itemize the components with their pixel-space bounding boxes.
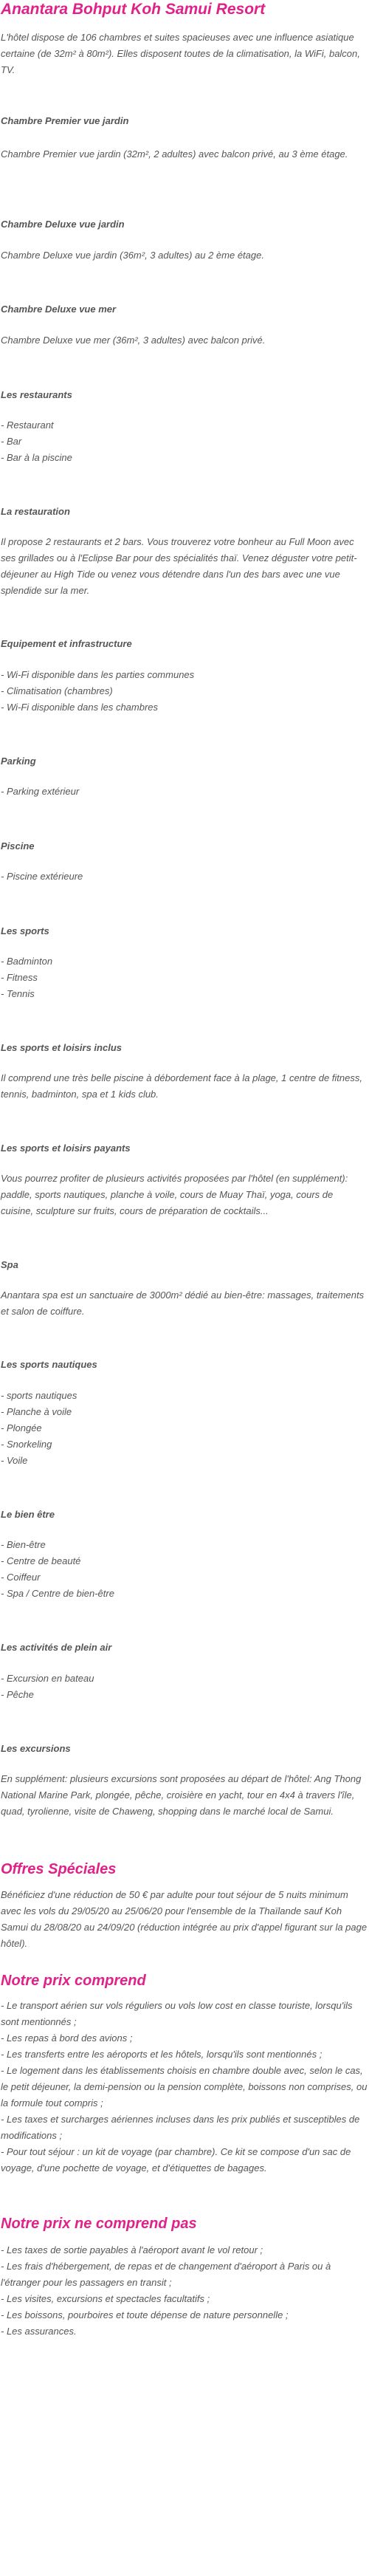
list-item: - Les visites, excursions et spectacles facultatifs ; (1, 2293, 210, 2304)
plein-air-list (1, 1671, 368, 1703)
section-text-spa: Anantara spa est un sanctuaire de 3000m² dédié au bien-être: massages, traitements et salon de coiffure. (1, 1289, 365, 1317)
list-item: - Coiffeur (1, 1572, 41, 1583)
list-item: - Restaurant (1, 419, 54, 431)
list-item: - Badminton (1, 956, 53, 967)
section-text-excursions: En supplément: plusieurs excursions sont proposées au départ de l'hôtel: Ang Thong National Marine Park, plongée, pêche, croisière en yacht, tour en 4x4 à travers l'île, quad, tyrolienne, visite de Chaweng, shopping dans le marché local de Samui. (1, 1773, 362, 1817)
bien-etre-list (1, 1537, 368, 1602)
section-heading-deluxe-jardin: Chambre Deluxe vue jardin (1, 219, 125, 230)
list-item: - Bar (1, 436, 22, 447)
list-item: - Excursion en bateau (1, 1673, 94, 1684)
section-heading-parking: Parking (1, 756, 36, 767)
section-text-restauration: Il propose 2 restaurants et 2 bars. Vous trouverez votre bonheur au Full Moon avec ses grillades ou à l'Eclipse Bar pour des spécialités thaï. Venez déguster votre petit-déjeuner au High Tide ou venez vous détendre dans l'un des bars avec une vue splendide sur la mer. (1, 536, 357, 596)
list-item: - Pour tout séjour : un kit de voyage (par chambre). Ce kit se compose d'un sac de voyage, d'une pochette de voyage, et d'étiquettes de bagages. (1, 2146, 351, 2174)
list-item: - Les taxes et surcharges aériennes incluses dans les prix publiés et susceptibles de modifications ; (1, 2114, 360, 2141)
piscine-list (1, 869, 368, 885)
section-text-sports-inclus: Il comprend une très belle piscine à débordement face à la plage, 1 centre de fitness, tennis, badminton, spa et 1 kids club. (1, 1072, 362, 1100)
section-heading-sports-nautiques: Les sports nautiques (1, 1359, 97, 1370)
section-heading-premier-jardin: Chambre Premier vue jardin (1, 115, 129, 126)
list-item: - Le logement dans les établissements choisis en chambre double avec, selon le cas, le petit déjeuner, la demi-pension ou la pension complète, boissons non comprises, ou la formule tout compris ; (1, 2065, 368, 2109)
section-heading-equipement: Equipement et infrastructure (1, 638, 132, 649)
section-heading-bien-etre: Le bien être (1, 1509, 55, 1520)
list-item: - sports nautiques (1, 1390, 77, 1401)
list-item: - Les frais d'hébergement, de repas et de changement d'aéroport à Paris ou à l'étranger pour les passagers en transit ; (1, 2261, 331, 2288)
list-item: - Wi-Fi disponible dans les parties communes (1, 669, 195, 680)
list-item: - Les taxes de sortie payables à l'aéroport avant le vol retour ; (1, 2244, 263, 2255)
offers-heading: Offres Spéciales (1, 1861, 117, 1877)
page-title: Anantara Bohput Koh Samui Resort (1, 1, 266, 18)
list-item: - Les repas à bord des avions ; (1, 2032, 133, 2044)
section-heading-spa: Spa (1, 1259, 18, 1270)
restaurants-list (1, 417, 368, 466)
equipement-list (1, 667, 368, 716)
section-heading-restauration: La restauration (1, 506, 70, 517)
includes-heading: Notre prix comprend (1, 1973, 146, 1989)
section-text-deluxe-jardin: Chambre Deluxe vue jardin (36m², 3 adultes) au 2 ème étage. (1, 250, 264, 261)
sports-nautiques-list (1, 1388, 368, 1469)
section-heading-restaurants: Les restaurants (1, 389, 72, 400)
list-item: - Les assurances. (1, 2326, 77, 2337)
section-heading-sports-inclus: Les sports et loisirs inclus (1, 1042, 122, 1053)
section-text-deluxe-mer: Chambre Deluxe vue mer (36m², 3 adultes) avec balcon privé. (1, 335, 266, 346)
section-text-sports-payants: Vous pourrez profiter de plusieurs activités proposées par l'hôtel (en supplément): paddle, sports nautiques, planche à voile, cours de Muay Thaï, yoga, cours de cuisine, sculpture sur fruits, cours de préparation de cocktails... (1, 1173, 348, 1216)
list-item: - Le transport aérien sur vols réguliers ou vols low cost en classe touriste, lorsqu'ils sont mentionnés ; (1, 2000, 353, 2027)
list-item: - Les transferts entre les aéroports et les hôtels, lorsqu'ils sont mentionnés ; (1, 2049, 323, 2060)
list-item: - Spa / Centre de bien-être (1, 1588, 114, 1599)
parking-list (1, 784, 368, 800)
hotel-intro: L'hôtel dispose de 106 chambres et suites spacieuses avec une influence asiatique certaine (de 32m² à 80m²). Elles disposent toutes de la climatisation, la WiFi, balcon, TV. (1, 32, 360, 75)
list-item: - Plongée (1, 1422, 42, 1433)
sports-list (1, 953, 368, 1002)
excludes-list (1, 2242, 368, 2340)
list-item: - Pêche (1, 1689, 34, 1700)
list-item: - Wi-Fi disponible dans les chambres (1, 702, 159, 713)
list-item: - Climatisation (chambres) (1, 685, 113, 696)
offers-text: Bénéficiez d'une réduction de 50 € par adulte pour tout séjour de 5 nuits minimum avec les vols du 29/05/20 au 25/06/20 pour l'ensemble de la Thaïlande sauf Koh Samui du 28/08/20 au 24/09/20 (réduction intégrée au prix d'appel figurant sur la page hôtel). (1, 1889, 368, 1949)
list-item: - Parking extérieur (1, 786, 80, 797)
list-item: - Centre de beauté (1, 1555, 81, 1566)
list-item: - Tennis (1, 988, 35, 999)
list-item: - Voile (1, 1455, 28, 1466)
section-heading-sports-payants: Les sports et loisirs payants (1, 1143, 131, 1154)
section-heading-deluxe-mer: Chambre Deluxe vue mer (1, 304, 117, 315)
section-heading-piscine: Piscine (1, 840, 35, 852)
list-item: - Bar à la piscine (1, 452, 72, 463)
section-text-premier-jardin: Chambre Premier vue jardin (32m², 2 adultes) avec balcon privé, au 3 ème étage. (1, 148, 348, 160)
section-heading-excursions: Les excursions (1, 1743, 71, 1754)
list-item: - Planche à voile (1, 1406, 72, 1417)
list-item: - Fitness (1, 972, 38, 983)
includes-list (1, 1998, 368, 2176)
list-item: - Bien-être (1, 1539, 46, 1550)
list-item: - Snorkeling (1, 1439, 52, 1450)
section-heading-sports: Les sports (1, 925, 49, 936)
excludes-heading: Notre prix ne comprend pas (1, 2216, 197, 2232)
list-item: - Piscine extérieure (1, 871, 83, 882)
list-item: - Les boissons, pourboires et toute dépense de nature personnelle ; (1, 2309, 289, 2320)
section-heading-plein-air: Les activités de plein air (1, 1642, 112, 1653)
